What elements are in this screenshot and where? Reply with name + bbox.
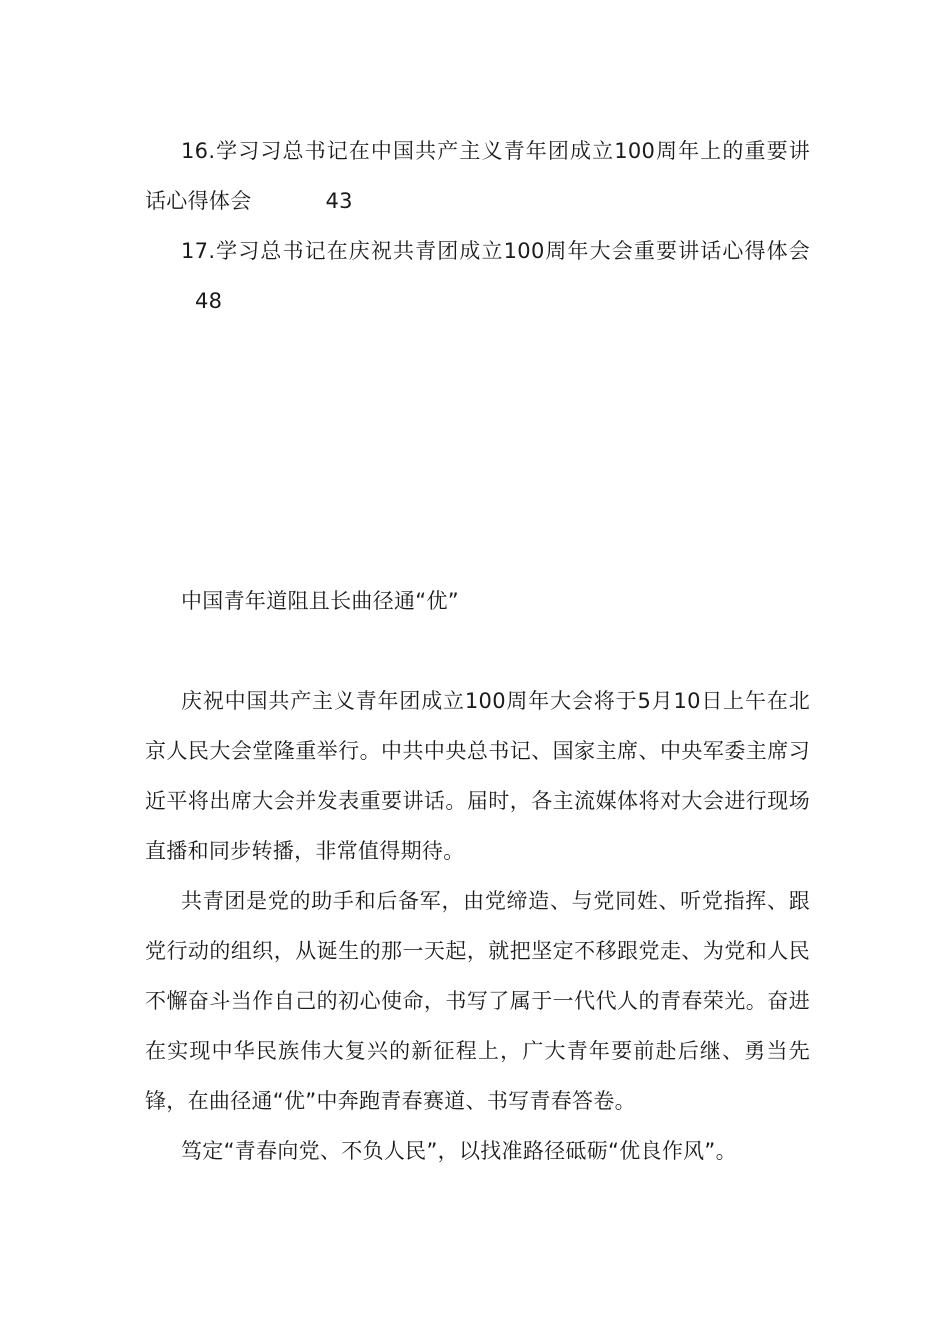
article-paragraph: 共青团是党的助手和后备军，由党缔造、与党同姓、听党指挥、跟党行动的组织，从诞生的那一天起，就把坚定不移跟党走、为党和人民不懈奋斗当作自己的初心使命，书写了属于一代代人的青春荣光。奋进在实现中华民族伟大复兴的新征程上，广大青年要前赴后继、勇当先锋，在曲径通“优”中奔跑青春赛道、书写青春答卷。: [145, 889, 810, 1113]
article-body: [145, 676, 810, 1176]
toc-entry-title: 17.学习总书记在庆祝共青团成立100周年大会重要讲话心得体会: [181, 239, 810, 263]
article-title: 中国青年道阻且长曲径通“优”: [181, 589, 459, 613]
article-paragraph: 庆祝中国共产主义青年团成立100周年大会将于5月10日上午在北京人民大会堂隆重举行。中共中央总书记、国家主席、中央军委主席习近平将出席大会并发表重要讲话。届时，各主流媒体将对大会进行现场直播和同步转播，非常值得期待。: [145, 689, 810, 863]
toc-entry[interactable]: [145, 126, 810, 226]
toc-entry-page-number: 43: [325, 189, 353, 213]
table-of-contents: [145, 126, 810, 326]
toc-entry[interactable]: [145, 226, 810, 326]
article-paragraph: 笃定“青春向党、不负人民”，以找准路径砥砺“优良作风”。: [181, 1139, 737, 1163]
toc-entry-page-number: 48: [195, 289, 223, 313]
toc-entry-title: 16.学习习总书记在中国共产主义青年团成立100周年上的重要讲话心得体会: [145, 139, 810, 213]
